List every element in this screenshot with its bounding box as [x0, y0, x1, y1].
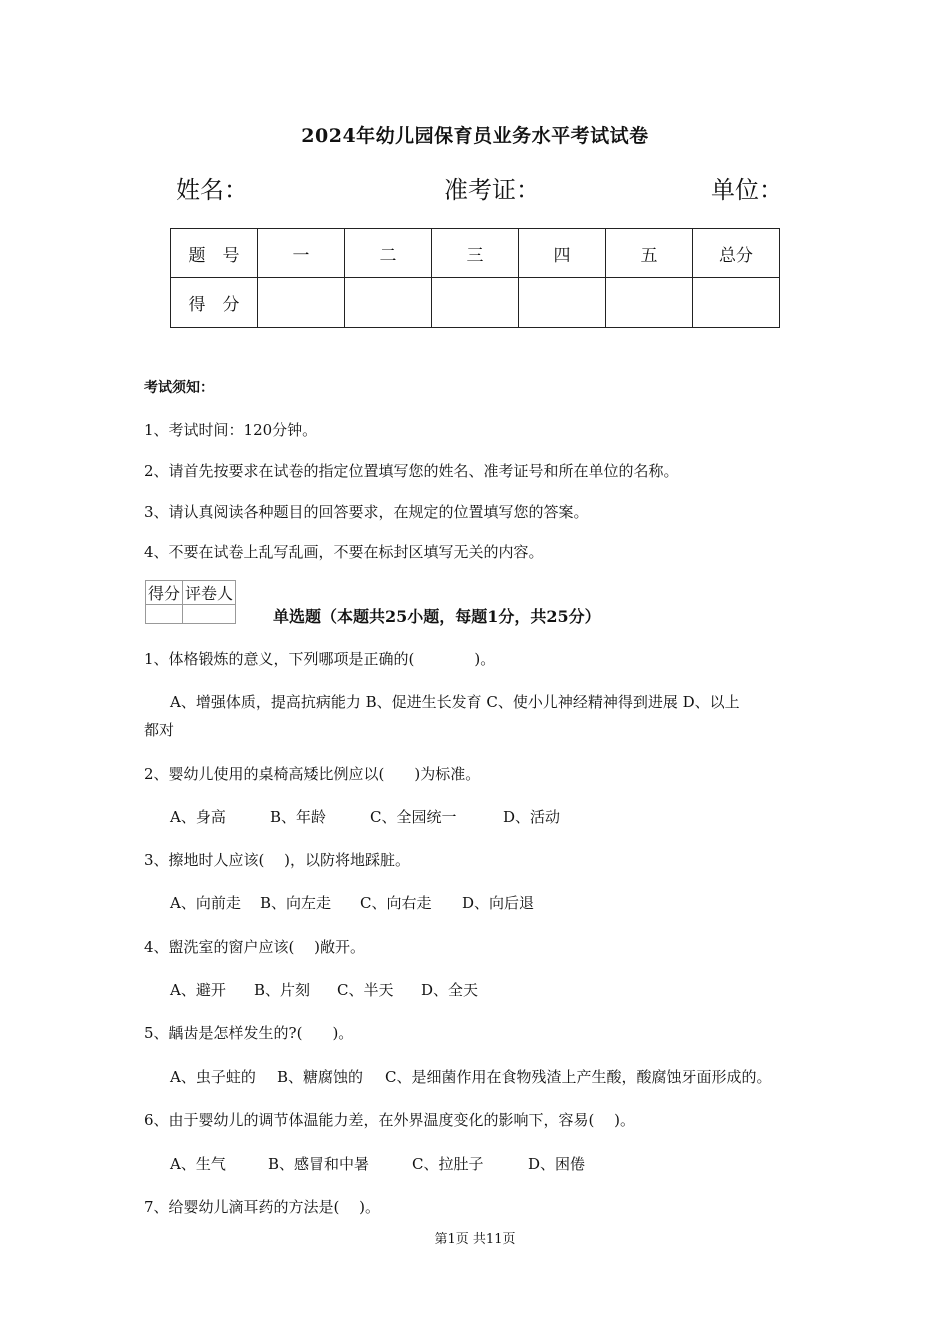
- option: C、全园统一: [370, 808, 457, 826]
- question-text: 2、婴幼儿使用的桌椅高矮比例应以( )为标准。: [144, 765, 481, 783]
- grader-reviewer-label: 评卷人: [183, 581, 236, 605]
- option: B、感冒和中暑: [268, 1155, 370, 1173]
- exam-number-label: 准考证：: [444, 176, 540, 204]
- question-text: 7、给婴幼儿滴耳药的方法是( )。: [144, 1198, 381, 1216]
- score-table-score-row: [171, 278, 780, 328]
- score-cell: 一: [258, 229, 345, 278]
- question-text: 6、由于婴幼儿的调节体温能力差，在外界温度变化的影响下，容易( )。: [144, 1111, 636, 1129]
- score-cell: 得 分: [171, 278, 258, 328]
- option: D、困倦: [528, 1155, 586, 1173]
- option: B、向左走: [260, 894, 332, 912]
- score-cell: 四: [519, 229, 606, 278]
- option: B、片刻: [254, 981, 311, 999]
- score-cell: 二: [345, 229, 432, 278]
- option: C、是细菌作用在食物残渣上产生酸，酸腐蚀牙面形成的。: [385, 1068, 772, 1086]
- grader-score-blank[interactable]: [146, 605, 183, 624]
- question-options: [170, 1153, 585, 1174]
- notice-title: 考试须知：: [144, 380, 214, 396]
- score-blank-cell[interactable]: [432, 278, 519, 328]
- option: A、虫子蛀的: [170, 1068, 256, 1086]
- question-text: 4、盥洗室的窗户应该( )敞开。: [144, 938, 366, 956]
- notice-item: 2、请首先按要求在试卷的指定位置填写您的姓名、准考证号和所在单位的名称。: [144, 462, 679, 480]
- score-blank-cell[interactable]: [345, 278, 432, 328]
- score-cell: 五: [606, 229, 693, 278]
- option: D、全天: [421, 981, 479, 999]
- unit-label: 单位：: [711, 176, 783, 204]
- score-cell: 总分: [693, 229, 780, 278]
- question-options: [170, 892, 534, 913]
- option: C、拉肚子: [412, 1155, 484, 1173]
- option: A、身高: [170, 808, 226, 826]
- question-options-continued: 都对: [144, 721, 175, 739]
- option: B、年龄: [270, 808, 327, 826]
- grader-table: [145, 580, 236, 624]
- score-cell: 三: [432, 229, 519, 278]
- grader-reviewer-blank[interactable]: [183, 605, 236, 624]
- page-footer: 第1页 共11页: [434, 1232, 516, 1247]
- score-blank-cell[interactable]: [519, 278, 606, 328]
- option: D、活动: [503, 808, 561, 826]
- section-title: 单选题（本题共25小题，每题1分，共25分）: [273, 607, 601, 626]
- question-text: 5、龋齿是怎样发生的?( )。: [144, 1024, 354, 1042]
- option: A、生气: [170, 1155, 226, 1173]
- option: D、向后退: [462, 894, 535, 912]
- notice-item: 4、不要在试卷上乱写乱画，不要在标封区填写无关的内容。: [144, 543, 544, 561]
- question-text: 1、体格锻炼的意义，下列哪项是正确的( )。: [144, 650, 496, 668]
- question-options: [170, 806, 560, 827]
- name-label: 姓名：: [176, 176, 248, 204]
- score-blank-cell[interactable]: [258, 278, 345, 328]
- score-blank-cell[interactable]: [693, 278, 780, 328]
- option: B、糖腐蚀的: [277, 1068, 364, 1086]
- score-table-header-row: [171, 229, 780, 278]
- option: A、向前走: [170, 894, 241, 912]
- score-blank-cell[interactable]: [606, 278, 693, 328]
- option: C、半天: [337, 981, 394, 999]
- score-table: [170, 228, 780, 328]
- notice-item: 3、请认真阅读各种题目的回答要求，在规定的位置填写您的答案。: [144, 503, 589, 521]
- notice-item: 1、考试时间：120分钟。: [144, 421, 318, 439]
- question-options: A、增强体质，提高抗病能力 B、促进生长发育 C、使小儿神经精神得到进展 D、以上: [170, 693, 740, 711]
- question-options: [170, 979, 478, 1000]
- page-title: 2024年幼儿园保育员业务水平考试试卷: [301, 125, 649, 147]
- question-text: 3、擦地时人应该( )，以防将地踩脏。: [144, 851, 411, 869]
- option: C、向右走: [360, 894, 432, 912]
- grader-score-label: 得分: [146, 581, 183, 605]
- question-options: [170, 1066, 771, 1087]
- option: A、避开: [170, 981, 226, 999]
- score-cell: 题 号: [171, 229, 258, 278]
